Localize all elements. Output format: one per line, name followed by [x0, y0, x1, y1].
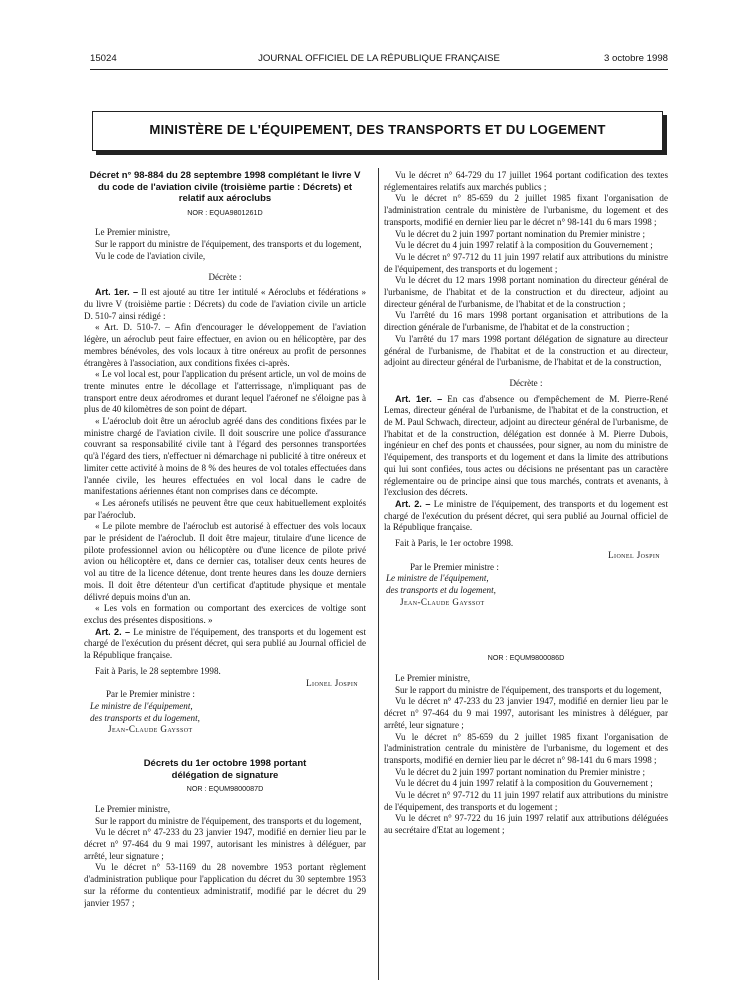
article-label: Art. 1er. – [95, 287, 138, 298]
decree-title: Décrets du 1er octobre 1998 portant délégation de signature [143, 758, 307, 781]
preamble-line: Sur le rapport du ministre de l'équipement, des transports et du logement, [95, 815, 362, 826]
page-number: 15024 [90, 53, 117, 64]
visa-line: Vu le décret du 12 mars 1998 portant nomination du directeur général de l'urbanisme, de l'habitat et de la construction et du directeur, adjoint au directeur général de l'urbanisme, de l'habitat et de la construction ; [384, 275, 668, 309]
minister-line: Le ministre de l'équipement, [90, 700, 193, 711]
visa-line: Vu le décret du 4 juin 1997 relatif à la composition du Gouvernement ; [395, 778, 653, 789]
visa-line: Vu le décret du 2 juin 1997 portant nomination du Premier ministre ; [395, 766, 645, 777]
signature-intro: Par le Premier ministre : [106, 689, 195, 700]
article-text: Le ministre de l'équipement, des transports et du logement est chargé de l'exécution du présent décret, qui sera publié au Journal officiel de la République française. [384, 498, 668, 533]
visa-line: Vu l'arrêté du 16 mars 1998 portant organisation et attributions de la direction générale de l'urbanisme, de l'habitat et de la construction ; [384, 310, 668, 333]
visa-line: Vu le décret n° 97-722 du 16 juin 1997 relatif aux attributions déléguées au secrétaire d'Etat au logement ; [384, 813, 668, 836]
preamble-line: Vu le code de l'aviation civile, [95, 250, 206, 261]
nor-reference: NOR : EQUM9800087D [186, 784, 264, 794]
visa-line: Vu le décret n° 97-712 du 11 juin 1997 relatif aux attributions du ministre de l'équipement, des transports et du logement ; [384, 251, 668, 274]
article-paragraph [84, 627, 366, 662]
article-paragraph [384, 499, 668, 534]
minister-name: Jean-Claude Gayssot [108, 724, 193, 735]
preamble-line: Sur le rapport du ministre de l'équipement, des transports et du logement, [395, 684, 662, 695]
visa-line: Vu le décret n° 64-729 du 17 juillet 1964 portant codification des textes réglementaires relatifs aux marchés publics ; [384, 170, 668, 192]
journal-title: JOURNAL OFFICIEL DE LA RÉPUBLIQUE FRANÇAISE [258, 53, 500, 64]
visa-line: Vu l'arrêté du 17 mars 1998 portant délégation de signature au directeur général de l'urbanisme, de l'habitat et de la construction et au directeur, adjoint au directeur général de l'urbanisme, de l'habitat et de la construction, [384, 333, 668, 368]
body-paragraph: « Le pilote membre de l'aéroclub est autorisé à effectuer des vols locaux par le président de l'aéroclub. Il doit être majeur, titulaire d'une licence de pilote professionnel avion ou hélicoptère ou d'une licence de pilote privé avion ou hélicoptère et, dans ce dernier cas, totaliser deux cents heures de vol au titre de la licence détenue, dont trente heures dans les douze derniers mois. Il doit être détenteur d'un certificat d'aptitude physique et mentale délivré depuis moins d'un an. [84, 521, 366, 602]
article-paragraph [384, 394, 668, 499]
column-divider [378, 168, 379, 980]
preamble-line: Le Premier ministre, [95, 803, 171, 814]
nor-reference: NOR : EQUM9800086D [487, 653, 565, 663]
date-line: Fait à Paris, le 28 septembre 1998. [95, 665, 221, 676]
decree-title: Décret n° 98-884 du 28 septembre 1998 complétant le livre V du code de l'aviation civile (troisième partie : Décrets) et relatif aux aéroclubs [89, 170, 361, 205]
article-label: Art. 2. – [95, 626, 131, 637]
minister-line: des transports et du logement, [90, 712, 200, 723]
article-label: Art. 2. – [395, 498, 431, 509]
visa-line: Vu le décret n° 85-659 du 2 juillet 1985 fixant l'organisation de l'administration centrale du ministère de l'urbanisme, du logement et des transports, modifié en dernier lieu par le décret n° 98-141 du 6 mars 1998 ; [384, 731, 668, 765]
visa-line: Vu le décret n° 97-712 du 11 juin 1997 relatif aux attributions du ministre de l'équipement, des transports et du logement ; [384, 790, 668, 812]
page-header [90, 53, 668, 67]
date-line: Fait à Paris, le 1er octobre 1998. [395, 538, 514, 549]
ministry-banner [92, 111, 663, 151]
minister-name: Jean-Claude Gayssot [400, 596, 485, 607]
article-label: Art. 1er. – [395, 393, 443, 404]
visa-line: Vu le décret n° 47-233 du 23 janvier 1947, modifié en dernier lieu par le décret n° 97-464 du 9 mai 1997, autorisant les ministres à déléguer, par arrêté, leur signature ; [384, 696, 668, 730]
right-column [384, 170, 668, 982]
minister-line: des transports et du logement, [386, 584, 496, 595]
body-paragraph: « Le vol local est, pour l'application du présent article, un vol de moins de trente minutes entre le décollage et l'atterrissage, n'impliquant pas de transport entre deux aérodromes et durant lequel l'aéronef ne s'éloigne pas à plus de 40 kilomètres de son point de départ. [84, 369, 366, 415]
preamble-line: Le Premier ministre, [95, 227, 171, 238]
article-text: En cas d'absence ou d'empêchement de M. Pierre-René Lemas, directeur général de l'urbanisme, de l'habitat et de la construction, et de M. Paul Schwach, directeur, adjoint au directeur général de l'urbanisme, de l'habitat et de la construction, délégation est donnée à M. Pierre Dubois, ingénieur en chef des ponts et chaussées, pour signer, au nom du ministre de l'équipement, des transports et du logement et dans la limite des attributions qui lui sont confiées, tous actes ou décisions ne présentant pas un caractère réglementaire ou de principe ainsi que tous marchés, contrats et avenants, à l'exclusion des décrets. [384, 393, 668, 498]
body-paragraph: « Les aéronefs utilisés ne peuvent être que ceux habituellement exploités par l'aéroclub. [84, 497, 366, 520]
article-text: Il est ajouté au titre 1er intitulé « Aéroclubs et fédérations » du livre V (troisième partie : Décrets) du code de l'aviation civile un article D. 510-7 ainsi rédigé : [84, 287, 366, 321]
signature-name: Lionel Jospin [608, 549, 660, 560]
visa-line: Vu le décret n° 53-1169 du 28 novembre 1953 portant règlement d'administration publique pour l'application du décret du 30 septembre 1953 sur la réforme du contentieux administratif, modifié par le décret du 29 janvier 1957 ; [84, 862, 366, 908]
body-paragraph: « Les vols en formation ou comportant des exercices de voltige sont exclus des présentes dispositions. » [84, 603, 366, 625]
visa-line: Vu le décret n° 47-233 du 23 janvier 1947, modifié en dernier lieu par le décret n° 97-464 du 9 mai 1997, autorisant les ministres à déléguer, par arrêté, leur signature ; [84, 827, 366, 861]
body-paragraph: « L'aéroclub doit être un aéroclub agréé dans des conditions fixées par le ministre chargé de l'aviation civile. Il doit souscrire une police d'assurance couvrant sa responsabilité civile tant à l'égard des personnes transportées qu'à l'égard des tiers, n'effectuer ni démarchage ni publicité à titre onéreux et limiter cette activité à moins de 8 % des heures de vol totales effectuées dans l'année civile, les heures effectuées en vol local dans le cadre de manifestations aériennes étant non comprises dans ce décompte. [84, 416, 366, 497]
decrete-heading: Décrète : [208, 271, 242, 282]
left-column [84, 170, 366, 982]
preamble-line: Le Premier ministre, [395, 673, 471, 684]
signature-name: Lionel Jospin [306, 677, 358, 688]
visa-line: Vu le décret du 4 juin 1997 relatif à la composition du Gouvernement ; [395, 240, 653, 251]
signature-intro: Par le Premier ministre : [410, 561, 499, 572]
issue-date: 3 octobre 1998 [603, 53, 668, 64]
decrete-heading: Décrète : [509, 377, 543, 388]
ministry-title: MINISTÈRE DE L'ÉQUIPEMENT, DES TRANSPORTS ET DU LOGEMENT [149, 122, 606, 137]
nor-reference: NOR : EQUA9801261D [187, 207, 263, 217]
article-paragraph [84, 287, 366, 322]
header-rule [90, 69, 668, 70]
body-paragraph: « Art. D. 510-7. – Afin d'encourager le développement de l'aviation légère, un aéroclub peut faire effectuer, en avion ou en hélicoptère, par des membres bénévoles, des vols locaux à titre onéreux au profit de personnes étrangères à l'association, aux conditions fixées ci-après. [84, 322, 366, 368]
preamble-line: Sur le rapport du ministre de l'équipement, des transports et du logement, [95, 239, 362, 250]
visa-line: Vu le décret du 2 juin 1997 portant nomination du Premier ministre ; [395, 228, 645, 239]
article-text: Le ministre de l'équipement, des transports et du logement est chargé de l'exécution du présent décret, qui sera publié au Journal officiel de la République française. [84, 626, 366, 661]
minister-line: Le ministre de l'équipement, [386, 573, 489, 584]
visa-line: Vu le décret n° 85-659 du 2 juillet 1985 fixant l'organisation de l'administration centrale du ministère de l'urbanisme, du logement et des transports, modifié en dernier lieu par le décret n° 98-141 du 6 mars 1998 ; [384, 193, 668, 227]
